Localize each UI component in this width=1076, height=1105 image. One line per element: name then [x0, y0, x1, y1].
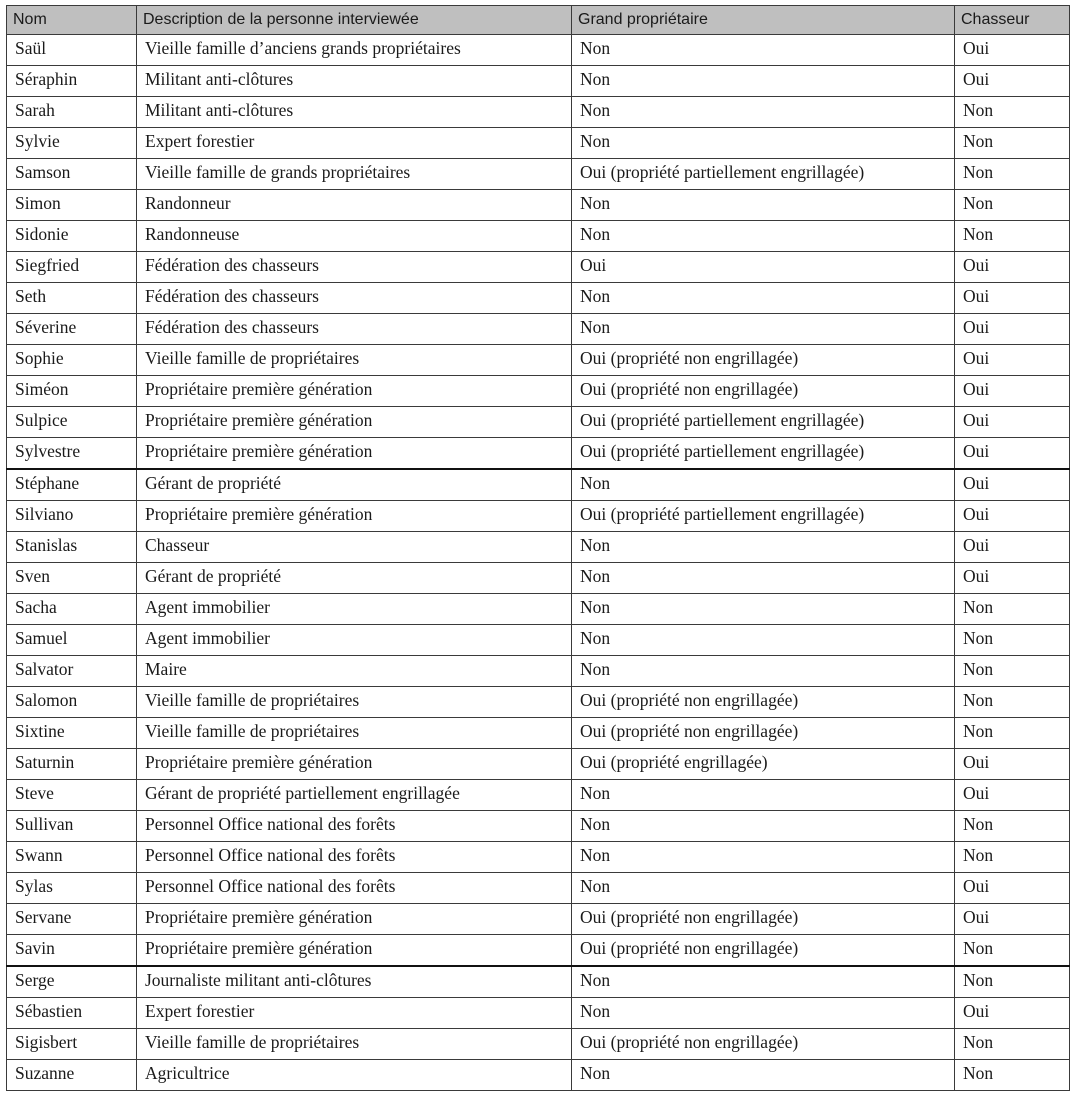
cell-grand-proprietaire: Non — [572, 966, 955, 998]
table-row — [7, 66, 1070, 97]
cell-nom: Serge — [7, 966, 137, 998]
cell-chasseur: Oui — [955, 283, 1070, 314]
table-row — [7, 842, 1070, 873]
cell-grand-proprietaire: Non — [572, 97, 955, 128]
table-row — [7, 873, 1070, 904]
cell-nom: Savin — [7, 935, 137, 967]
cell-nom: Seth — [7, 283, 137, 314]
table-row — [7, 998, 1070, 1029]
cell-chasseur: Oui — [955, 438, 1070, 470]
table-row — [7, 687, 1070, 718]
cell-description: Randonneuse — [137, 221, 572, 252]
cell-grand-proprietaire: Non — [572, 314, 955, 345]
interviewees-table — [6, 5, 1070, 1091]
cell-nom: Siméon — [7, 376, 137, 407]
cell-description: Vieille famille de propriétaires — [137, 687, 572, 718]
cell-description: Propriétaire première génération — [137, 501, 572, 532]
cell-description: Vieille famille de propriétaires — [137, 718, 572, 749]
table-row — [7, 1029, 1070, 1060]
cell-chasseur: Non — [955, 811, 1070, 842]
cell-description: Chasseur — [137, 532, 572, 563]
cell-description: Propriétaire première génération — [137, 749, 572, 780]
cell-description: Personnel Office national des forêts — [137, 811, 572, 842]
cell-grand-proprietaire: Non — [572, 283, 955, 314]
cell-chasseur: Oui — [955, 66, 1070, 97]
cell-grand-proprietaire: Oui (propriété non engrillagée) — [572, 687, 955, 718]
cell-grand-proprietaire: Oui (propriété engrillagée) — [572, 749, 955, 780]
cell-description: Fédération des chasseurs — [137, 252, 572, 283]
cell-nom: Salomon — [7, 687, 137, 718]
cell-description: Vieille famille de propriétaires — [137, 1029, 572, 1060]
cell-description: Agent immobilier — [137, 594, 572, 625]
table-row — [7, 749, 1070, 780]
cell-chasseur: Non — [955, 594, 1070, 625]
cell-description: Vieille famille d’anciens grands propriétaires — [137, 35, 572, 66]
cell-description: Agricultrice — [137, 1060, 572, 1091]
cell-nom: Séraphin — [7, 66, 137, 97]
cell-grand-proprietaire: Non — [572, 998, 955, 1029]
cell-nom: Simon — [7, 190, 137, 221]
cell-description: Vieille famille de propriétaires — [137, 345, 572, 376]
table-row — [7, 283, 1070, 314]
cell-description: Fédération des chasseurs — [137, 314, 572, 345]
cell-nom: Salvator — [7, 656, 137, 687]
cell-grand-proprietaire: Oui (propriété partiellement engrillagée) — [572, 159, 955, 190]
cell-nom: Servane — [7, 904, 137, 935]
cell-description: Maire — [137, 656, 572, 687]
cell-description: Militant anti-clôtures — [137, 66, 572, 97]
cell-description: Propriétaire première génération — [137, 407, 572, 438]
table-row — [7, 376, 1070, 407]
cell-grand-proprietaire: Non — [572, 811, 955, 842]
table-row — [7, 904, 1070, 935]
table-row — [7, 97, 1070, 128]
cell-nom: Stéphane — [7, 469, 137, 501]
table-row — [7, 594, 1070, 625]
cell-chasseur: Oui — [955, 532, 1070, 563]
cell-description: Militant anti-clôtures — [137, 97, 572, 128]
cell-grand-proprietaire: Oui (propriété partiellement engrillagée) — [572, 501, 955, 532]
cell-nom: Sylvie — [7, 128, 137, 159]
cell-chasseur: Non — [955, 625, 1070, 656]
cell-description: Expert forestier — [137, 998, 572, 1029]
cell-grand-proprietaire: Oui (propriété non engrillagée) — [572, 904, 955, 935]
table-row — [7, 438, 1070, 470]
table-row — [7, 407, 1070, 438]
cell-nom: Swann — [7, 842, 137, 873]
cell-chasseur: Non — [955, 718, 1070, 749]
cell-description: Propriétaire première génération — [137, 935, 572, 967]
cell-chasseur: Non — [955, 1029, 1070, 1060]
cell-chasseur: Non — [955, 1060, 1070, 1091]
table-row — [7, 656, 1070, 687]
cell-nom: Saturnin — [7, 749, 137, 780]
table-row — [7, 532, 1070, 563]
cell-nom: Sarah — [7, 97, 137, 128]
cell-grand-proprietaire: Non — [572, 35, 955, 66]
table-row — [7, 1060, 1070, 1091]
cell-nom: Samuel — [7, 625, 137, 656]
cell-grand-proprietaire: Non — [572, 1060, 955, 1091]
cell-chasseur: Non — [955, 842, 1070, 873]
cell-grand-proprietaire: Non — [572, 780, 955, 811]
header-nom: Nom — [7, 6, 137, 35]
cell-description: Gérant de propriété — [137, 469, 572, 501]
cell-chasseur: Oui — [955, 563, 1070, 594]
cell-chasseur: Non — [955, 966, 1070, 998]
cell-nom: Sixtine — [7, 718, 137, 749]
table-row — [7, 314, 1070, 345]
table-row — [7, 625, 1070, 656]
cell-chasseur: Oui — [955, 780, 1070, 811]
cell-chasseur: Oui — [955, 376, 1070, 407]
table-row — [7, 190, 1070, 221]
cell-chasseur: Oui — [955, 904, 1070, 935]
table-row — [7, 935, 1070, 967]
cell-grand-proprietaire: Non — [572, 221, 955, 252]
cell-grand-proprietaire: Non — [572, 469, 955, 501]
cell-description: Randonneur — [137, 190, 572, 221]
cell-chasseur: Oui — [955, 998, 1070, 1029]
table-row — [7, 718, 1070, 749]
cell-grand-proprietaire: Oui (propriété partiellement engrillagée) — [572, 407, 955, 438]
cell-nom: Séverine — [7, 314, 137, 345]
cell-description: Propriétaire première génération — [137, 904, 572, 935]
cell-chasseur: Oui — [955, 407, 1070, 438]
cell-grand-proprietaire: Oui (propriété partiellement engrillagée) — [572, 438, 955, 470]
cell-chasseur: Non — [955, 687, 1070, 718]
cell-chasseur: Non — [955, 935, 1070, 967]
header-chasseur: Chasseur — [955, 6, 1070, 35]
table-row — [7, 501, 1070, 532]
cell-nom: Sacha — [7, 594, 137, 625]
cell-nom: Sidonie — [7, 221, 137, 252]
cell-nom: Saül — [7, 35, 137, 66]
cell-description: Expert forestier — [137, 128, 572, 159]
cell-chasseur: Non — [955, 97, 1070, 128]
interviewees-table-container — [6, 5, 1069, 1091]
cell-description: Gérant de propriété partiellement engrillagée — [137, 780, 572, 811]
cell-nom: Samson — [7, 159, 137, 190]
table-row — [7, 780, 1070, 811]
header-grand-proprietaire: Grand propriétaire — [572, 6, 955, 35]
cell-grand-proprietaire: Non — [572, 842, 955, 873]
cell-chasseur: Non — [955, 159, 1070, 190]
cell-chasseur: Oui — [955, 35, 1070, 66]
cell-nom: Sigisbert — [7, 1029, 137, 1060]
table-header — [7, 6, 1070, 35]
cell-chasseur: Oui — [955, 345, 1070, 376]
cell-grand-proprietaire: Non — [572, 873, 955, 904]
cell-grand-proprietaire: Non — [572, 656, 955, 687]
cell-nom: Sophie — [7, 345, 137, 376]
cell-description: Journaliste militant anti-clôtures — [137, 966, 572, 998]
table-body — [7, 35, 1070, 1091]
cell-grand-proprietaire: Non — [572, 190, 955, 221]
cell-nom: Suzanne — [7, 1060, 137, 1091]
cell-description: Propriétaire première génération — [137, 376, 572, 407]
cell-description: Fédération des chasseurs — [137, 283, 572, 314]
cell-grand-proprietaire: Non — [572, 128, 955, 159]
cell-nom: Sulpice — [7, 407, 137, 438]
cell-chasseur: Non — [955, 221, 1070, 252]
table-row — [7, 221, 1070, 252]
cell-grand-proprietaire: Non — [572, 594, 955, 625]
cell-grand-proprietaire: Non — [572, 563, 955, 594]
table-row — [7, 966, 1070, 998]
cell-grand-proprietaire: Oui (propriété non engrillagée) — [572, 935, 955, 967]
cell-nom: Siegfried — [7, 252, 137, 283]
table-row — [7, 252, 1070, 283]
cell-grand-proprietaire: Oui — [572, 252, 955, 283]
cell-chasseur: Oui — [955, 469, 1070, 501]
cell-nom: Silviano — [7, 501, 137, 532]
cell-chasseur: Oui — [955, 873, 1070, 904]
cell-chasseur: Oui — [955, 314, 1070, 345]
cell-description: Propriétaire première génération — [137, 438, 572, 470]
cell-nom: Sullivan — [7, 811, 137, 842]
cell-chasseur: Oui — [955, 749, 1070, 780]
cell-grand-proprietaire: Non — [572, 532, 955, 563]
cell-nom: Sven — [7, 563, 137, 594]
cell-chasseur: Non — [955, 656, 1070, 687]
table-row — [7, 469, 1070, 501]
cell-grand-proprietaire: Non — [572, 625, 955, 656]
cell-chasseur: Oui — [955, 501, 1070, 532]
cell-description: Personnel Office national des forêts — [137, 842, 572, 873]
cell-chasseur: Non — [955, 128, 1070, 159]
cell-chasseur: Oui — [955, 252, 1070, 283]
cell-description: Personnel Office national des forêts — [137, 873, 572, 904]
table-row — [7, 159, 1070, 190]
table-row — [7, 563, 1070, 594]
cell-description: Agent immobilier — [137, 625, 572, 656]
cell-chasseur: Non — [955, 190, 1070, 221]
cell-nom: Sylas — [7, 873, 137, 904]
table-row — [7, 35, 1070, 66]
cell-grand-proprietaire: Oui (propriété non engrillagée) — [572, 718, 955, 749]
cell-grand-proprietaire: Oui (propriété non engrillagée) — [572, 376, 955, 407]
cell-grand-proprietaire: Non — [572, 66, 955, 97]
cell-description: Gérant de propriété — [137, 563, 572, 594]
cell-description: Vieille famille de grands propriétaires — [137, 159, 572, 190]
cell-grand-proprietaire: Oui (propriété non engrillagée) — [572, 345, 955, 376]
cell-nom: Sébastien — [7, 998, 137, 1029]
cell-nom: Steve — [7, 780, 137, 811]
cell-nom: Sylvestre — [7, 438, 137, 470]
header-row — [7, 6, 1070, 35]
header-description: Description de la personne interviewée — [137, 6, 572, 35]
cell-grand-proprietaire: Oui (propriété non engrillagée) — [572, 1029, 955, 1060]
table-row — [7, 345, 1070, 376]
table-row — [7, 811, 1070, 842]
table-row — [7, 128, 1070, 159]
cell-nom: Stanislas — [7, 532, 137, 563]
